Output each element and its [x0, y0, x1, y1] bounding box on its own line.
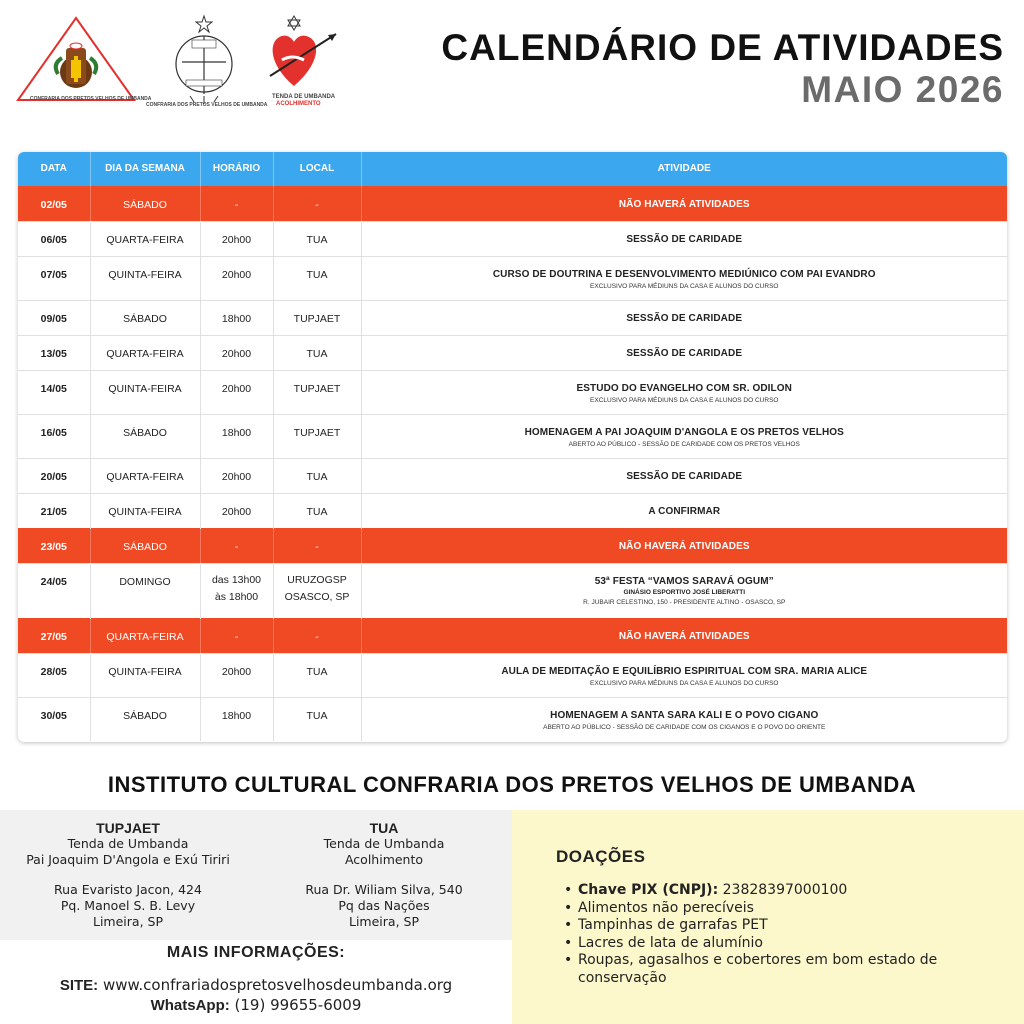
- cell-time: [200, 458, 273, 493]
- cell-date: [18, 653, 90, 697]
- site-label: SITE:: [59, 977, 99, 994]
- activity-title: HOMENAGEM A SANTA SARA KALI E O POVO CIGANO: [550, 709, 819, 721]
- cell-time: [200, 697, 273, 741]
- weekday-text: QUARTA-FEIRA: [106, 347, 184, 360]
- weekday-text: QUINTA-FEIRA: [108, 268, 182, 281]
- weekday-text: SÁBADO: [123, 198, 167, 211]
- donations-title: DOAÇÕES: [556, 847, 646, 866]
- cell-date: [18, 414, 90, 458]
- cell-time: [200, 335, 273, 370]
- tua-addr1: Rua Dr. Wiliam Silva, 540: [305, 882, 463, 897]
- cell-activity: [361, 414, 1007, 458]
- table-row: [18, 563, 1007, 618]
- cell-activity: [361, 300, 1007, 335]
- cell-place: [273, 370, 361, 414]
- cell-weekday: [90, 697, 200, 741]
- info-panel: [0, 940, 512, 1024]
- cell-activity: [361, 697, 1007, 741]
- table-row: [18, 653, 1007, 697]
- donation-item: • Roupas, agasalhos e cobertores em bom estado de conservação: [564, 952, 994, 987]
- time-text: 20h00: [221, 347, 252, 360]
- cell-date: [18, 493, 90, 528]
- time-text: 18h00: [221, 709, 252, 722]
- logo1-caption: CONFRARIA DOS PRETOS VELHOS DE UMBANDA: [30, 96, 152, 102]
- weekday-text: DOMINGO: [119, 575, 171, 588]
- weekday-text: SÁBADO: [123, 540, 167, 553]
- cell-activity: [361, 256, 1007, 300]
- donations-list: [564, 882, 994, 987]
- weekday-text: QUARTA-FEIRA: [106, 233, 184, 246]
- activity-subtitle: ABERTO AO PÚBLICO - SESSÃO DE CARIDADE COM OS PRETOS VELHOS: [568, 440, 800, 448]
- table-row: [18, 221, 1007, 256]
- cell-date: [18, 256, 90, 300]
- cell-date: [18, 563, 90, 618]
- date-text: 21/05: [40, 505, 67, 518]
- cell-date: [18, 221, 90, 256]
- confraria-cross-logo: [142, 14, 262, 114]
- tupjaet-line2: Pai Joaquim D'Angola e Exú Tiriri: [26, 852, 230, 867]
- date-text: 07/05: [40, 268, 67, 281]
- cell-place: [273, 618, 361, 653]
- date-text: 16/05: [40, 426, 67, 439]
- cell-activity: [361, 335, 1007, 370]
- cell-place: [273, 563, 361, 618]
- tupjaet-addr3: Limeira, SP: [93, 914, 163, 929]
- page-title: CALENDÁRIO DE ATIVIDADES: [441, 27, 1004, 68]
- tupjaet-addr2: Pq. Manoel S. B. Levy: [60, 898, 196, 913]
- time-text-2: às 18h00: [214, 590, 259, 603]
- weekday-text: QUARTA-FEIRA: [106, 630, 184, 643]
- cell-time: [200, 618, 273, 653]
- table-row-no-activity: [18, 528, 1007, 563]
- date-text: 20/05: [40, 470, 67, 483]
- logo2-caption: CONFRARIA DOS PRETOS VELHOS DE UMBANDA: [146, 102, 268, 108]
- activity-title: NÃO HAVERÁ ATIVIDADES: [618, 540, 750, 552]
- header-title-block: [441, 28, 1004, 110]
- tua-line2: Acolhimento: [344, 852, 424, 867]
- activity-title: ESTUDO DO EVANGELHO COM SR. ODILON: [576, 382, 792, 394]
- activity-subtitle: ABERTO AO PÚBLICO - SESSÃO DE CARIDADE COM OS CIGANOS E O POVO DO ORIENTE: [543, 723, 826, 731]
- time-text: 20h00: [221, 505, 252, 518]
- whatsapp-number[interactable]: (19) 99655-6009: [234, 996, 362, 1014]
- place-text: TUA: [306, 268, 328, 281]
- table-row: [18, 493, 1007, 528]
- cell-place: [273, 335, 361, 370]
- cell-weekday: [90, 653, 200, 697]
- weekday-text: SÁBADO: [123, 312, 167, 325]
- activity-title: SESSÃO DE CARIDADE: [626, 312, 743, 324]
- logo3-caption: TENDA DE UMBANDA: [272, 94, 336, 100]
- cell-date: [18, 300, 90, 335]
- cell-date: [18, 335, 90, 370]
- place-text-2: OSASCO, SP: [284, 590, 350, 603]
- time-text: -: [234, 198, 239, 211]
- place-text: TUPJAET: [293, 382, 341, 395]
- time-text: 20h00: [221, 268, 252, 281]
- page-subtitle: MAIO 2026: [801, 69, 1004, 110]
- table-row: [18, 414, 1007, 458]
- table-row-no-activity: [18, 618, 1007, 653]
- cell-place: [273, 414, 361, 458]
- cell-activity: [361, 653, 1007, 697]
- cell-activity: [361, 221, 1007, 256]
- weekday-text: QUARTA-FEIRA: [106, 470, 184, 483]
- donation-item: • Alimentos não perecíveis: [564, 900, 994, 918]
- header-weekday: DIA DA SEMANA: [90, 152, 200, 186]
- cell-activity: [361, 493, 1007, 528]
- cell-weekday: [90, 563, 200, 618]
- time-text: -: [234, 540, 239, 553]
- cell-date: [18, 458, 90, 493]
- cell-time: [200, 528, 273, 563]
- cell-activity: [361, 370, 1007, 414]
- cell-place: [273, 300, 361, 335]
- header-date: DATA: [18, 152, 90, 186]
- tua-addr3: Limeira, SP: [349, 914, 419, 929]
- activity-title: SESSÃO DE CARIDADE: [626, 347, 743, 359]
- activity-title: SESSÃO DE CARIDADE: [626, 470, 743, 482]
- activity-title: 53ª FESTA “VAMOS SARAVÁ OGUM”: [594, 575, 774, 587]
- table-row: [18, 300, 1007, 335]
- activity-address: R. JUBAIR CELESTINO, 150 - PRESIDENTE ALTINO - OSASCO, SP: [583, 598, 786, 606]
- time-text: -: [234, 630, 239, 643]
- time-text: 20h00: [221, 470, 252, 483]
- cell-time: [200, 493, 273, 528]
- cell-place: [273, 256, 361, 300]
- header-activity: ATIVIDADE: [361, 152, 1007, 186]
- cell-time: [200, 256, 273, 300]
- cell-weekday: [90, 618, 200, 653]
- cell-date: [18, 370, 90, 414]
- locations-panel: [0, 810, 512, 940]
- date-text: 06/05: [40, 233, 67, 246]
- date-text: 24/05: [40, 575, 67, 588]
- tupjaet-line1: Tenda de Umbanda: [67, 836, 189, 851]
- tua-title: TUA: [369, 820, 399, 836]
- cell-weekday: [90, 370, 200, 414]
- info-title: MAIS INFORMAÇÕES:: [166, 944, 346, 961]
- logo3-caption-2: ACOLHIMENTO: [276, 101, 321, 107]
- institute-name: INSTITUTO CULTURAL CONFRARIA DOS PRETOS VELHOS DE UMBANDA: [107, 772, 917, 797]
- cell-place: [273, 221, 361, 256]
- site-link[interactable]: www.confrariadospretosvelhosdeumbanda.org: [102, 976, 453, 994]
- header-time: HORÁRIO: [200, 152, 273, 186]
- table-row: [18, 256, 1007, 300]
- time-text: das 13h00: [211, 573, 262, 586]
- cell-weekday: [90, 300, 200, 335]
- table-row: [18, 458, 1007, 493]
- pix-key: 23828397000100: [722, 882, 848, 898]
- whatsapp-line: [0, 996, 512, 1014]
- place-text: TUPJAET: [293, 426, 341, 439]
- cell-activity: [361, 618, 1007, 653]
- activity-subtitle: EXCLUSIVO PARA MÉDIUNS DA CASA E ALUNOS DO CURSO: [590, 396, 779, 404]
- header-place: LOCAL: [273, 152, 361, 186]
- date-text: 14/05: [40, 382, 67, 395]
- schedule-table: [18, 152, 1007, 742]
- weekday-text: SÁBADO: [123, 426, 167, 439]
- cell-weekday: [90, 458, 200, 493]
- cell-time: [200, 563, 273, 618]
- date-text: 27/05: [40, 630, 67, 643]
- site-line: [0, 976, 512, 994]
- weekday-text: SÁBADO: [123, 709, 167, 722]
- tupjaet-address: [0, 820, 256, 930]
- cell-place: [273, 697, 361, 741]
- activity-title: NÃO HAVERÁ ATIVIDADES: [618, 630, 750, 642]
- cell-weekday: [90, 186, 200, 221]
- place-text: TUA: [306, 665, 328, 678]
- cell-time: [200, 653, 273, 697]
- date-text: 13/05: [40, 347, 67, 360]
- date-text: 23/05: [40, 540, 67, 553]
- time-text: 18h00: [221, 312, 252, 325]
- place-text: URUZOGSP: [287, 573, 347, 586]
- date-text: 09/05: [40, 312, 67, 325]
- cell-time: [200, 370, 273, 414]
- date-text: 30/05: [40, 709, 67, 722]
- cell-weekday: [90, 493, 200, 528]
- tua-addr2: Pq das Nações: [338, 898, 430, 913]
- table-row-no-activity: [18, 186, 1007, 221]
- cell-time: [200, 300, 273, 335]
- place-text: TUA: [306, 505, 328, 518]
- place-text: TUPJAET: [293, 312, 341, 325]
- activity-subtitle: EXCLUSIVO PARA MÉDIUNS DA CASA E ALUNOS DO CURSO: [590, 282, 779, 290]
- time-text: 20h00: [221, 665, 252, 678]
- cell-activity: [361, 528, 1007, 563]
- cell-activity: [361, 563, 1007, 618]
- activity-title: HOMENAGEM A PAI JOAQUIM D'ANGOLA E OS PRETOS VELHOS: [524, 426, 844, 438]
- cell-date: [18, 186, 90, 221]
- pix-label: Chave PIX (CNPJ):: [578, 882, 719, 898]
- cell-activity: [361, 458, 1007, 493]
- cell-place: [273, 493, 361, 528]
- time-text: 20h00: [221, 382, 252, 395]
- cell-weekday: [90, 221, 200, 256]
- activity-subtitle: EXCLUSIVO PARA MÉDIUNS DA CASA E ALUNOS DO CURSO: [590, 679, 779, 687]
- donation-item: • Lacres de lata de alumínio: [564, 935, 994, 953]
- table-row: [18, 370, 1007, 414]
- cell-place: [273, 528, 361, 563]
- activity-title: NÃO HAVERÁ ATIVIDADES: [618, 198, 750, 210]
- cell-activity: [361, 186, 1007, 221]
- activity-title: A CONFIRMAR: [648, 505, 721, 517]
- cell-date: [18, 618, 90, 653]
- cell-weekday: [90, 256, 200, 300]
- tua-line1: Tenda de Umbanda: [323, 836, 445, 851]
- time-text: 20h00: [221, 233, 252, 246]
- date-text: 02/05: [40, 198, 67, 211]
- place-text: TUA: [306, 233, 328, 246]
- table-row: [18, 335, 1007, 370]
- donation-pix: [564, 882, 994, 900]
- cell-place: [273, 186, 361, 221]
- cell-weekday: [90, 335, 200, 370]
- confraria-triangle-logo: [14, 14, 139, 109]
- cell-place: [273, 653, 361, 697]
- cell-place: [273, 458, 361, 493]
- place-text: TUA: [306, 347, 328, 360]
- table-header-row: [18, 152, 1007, 186]
- place-text: TUA: [306, 470, 328, 483]
- date-text: 28/05: [40, 665, 67, 678]
- donations-panel: [512, 810, 1024, 1024]
- cell-weekday: [90, 414, 200, 458]
- cell-time: [200, 221, 273, 256]
- cell-date: [18, 697, 90, 741]
- table-row: [18, 697, 1007, 741]
- donation-item: • Tampinhas de garrafas PET: [564, 917, 994, 935]
- place-text: -: [315, 630, 319, 643]
- logos-group: [14, 14, 354, 114]
- whatsapp-label: WhatsApp:: [150, 997, 230, 1014]
- weekday-text: QUINTA-FEIRA: [108, 505, 182, 518]
- tupjaet-addr1: Rua Evaristo Jacon, 424: [54, 882, 202, 897]
- cell-weekday: [90, 528, 200, 563]
- activity-title: AULA DE MEDITAÇÃO E EQUILÍBRIO ESPIRITUAL COM SRA. MARIA ALICE: [501, 665, 868, 677]
- place-text: -: [315, 540, 319, 553]
- activity-title: CURSO DE DOUTRINA E DESENVOLVIMENTO MEDIÚNICO COM PAI EVANDRO: [492, 268, 876, 280]
- tua-address: [256, 820, 512, 930]
- tupjaet-title: TUPJAET: [96, 820, 160, 836]
- cell-date: [18, 528, 90, 563]
- cell-time: [200, 414, 273, 458]
- place-text: -: [315, 198, 319, 211]
- time-text: 18h00: [221, 426, 252, 439]
- cell-time: [200, 186, 273, 221]
- weekday-text: QUINTA-FEIRA: [108, 665, 182, 678]
- activity-title: SESSÃO DE CARIDADE: [626, 233, 743, 245]
- activity-venue: GINÁSIO ESPORTIVO JOSÉ LIBERATTI: [623, 588, 746, 596]
- weekday-text: QUINTA-FEIRA: [108, 382, 182, 395]
- place-text: TUA: [306, 709, 328, 722]
